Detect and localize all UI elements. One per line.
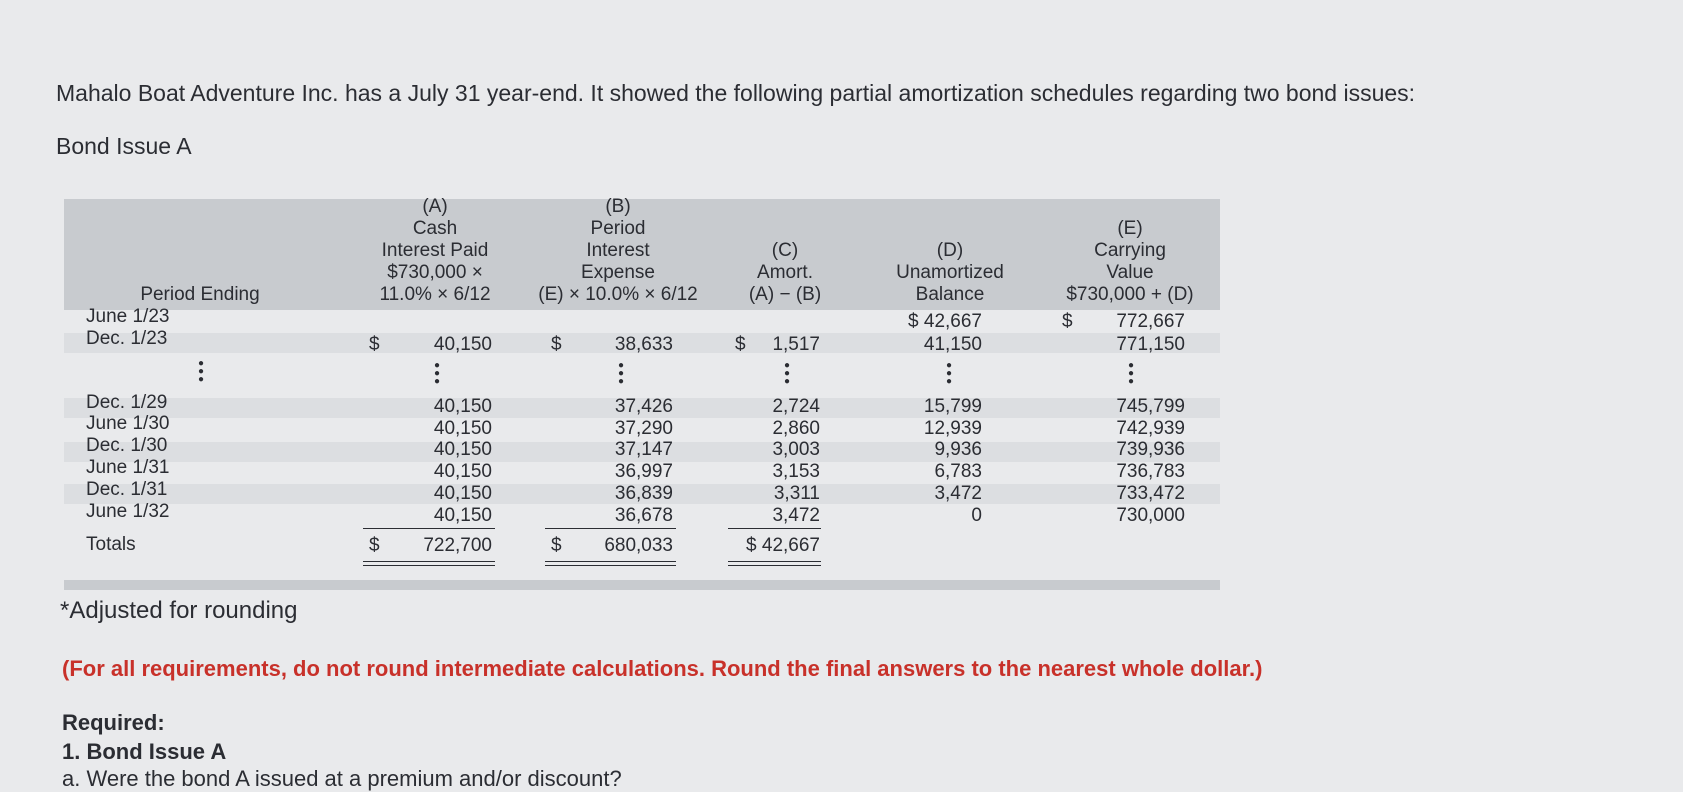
currency-sign: $ [551, 535, 562, 556]
row-carrying-value: 745,799 [1116, 396, 1185, 417]
row-carrying-value: 733,472 [1116, 483, 1185, 504]
row-period: Dec. 1/23 [86, 328, 168, 349]
header-period-ending: Period Ending [140, 284, 260, 305]
row-unamortized-balance: 15,799 [923, 396, 982, 417]
row-period: Dec. 1/29 [86, 392, 168, 413]
row-cash-interest: 40,150 [433, 396, 492, 417]
row-cash-interest: 40,150 [433, 461, 492, 482]
ellipsis-dots: ● ● ● [618, 360, 625, 387]
subtotal-rule [728, 528, 821, 529]
header-unamortized-balance: (D) Unamortized Balance [896, 240, 1004, 305]
row-unamortized-balance: $ 42,667 [908, 311, 982, 332]
row-period: June 1/30 [86, 413, 170, 434]
row-cash-interest: 40,150 [433, 439, 492, 460]
subtotal-rule [545, 528, 676, 529]
row-amortization: 3,153 [772, 461, 820, 482]
row-unamortized-balance: 9,936 [934, 439, 982, 460]
ellipsis-dots: ● ● ● [434, 360, 441, 387]
required-label: Required: [62, 710, 165, 735]
row-cash-interest: 40,150 [433, 418, 492, 439]
row-carrying-value: 742,939 [1116, 418, 1185, 439]
row-amortization: 2,860 [772, 418, 820, 439]
row-period: June 1/31 [86, 457, 170, 478]
header-interest-expense: (B) Period Interest Expense (E) × 10.0% × 6/12 [538, 196, 698, 305]
row-cash-interest: 40,150 [433, 334, 492, 355]
row-unamortized-balance: 0 [971, 505, 982, 526]
total-double-rule [363, 561, 495, 566]
ellipsis-dots: ● ● ● [198, 358, 205, 385]
row-cash-interest: 40,150 [433, 505, 492, 526]
total-amortization: $ 42,667 [746, 535, 820, 556]
row-unamortized-balance: 12,939 [923, 418, 982, 439]
footnote: *Adjusted for rounding [60, 597, 298, 624]
row-carrying-value: 736,783 [1116, 461, 1185, 482]
ellipsis-dots: ● ● ● [784, 360, 791, 387]
row-cash-interest: 40,150 [433, 483, 492, 504]
row-carrying-value: 772,667 [1116, 311, 1185, 332]
row-period: Dec. 1/31 [86, 479, 168, 500]
row-unamortized-balance: 3,472 [934, 483, 982, 504]
requirement-1a: a. Were the bond A issued at a premium and/or discount? [62, 766, 622, 791]
total-double-rule [545, 561, 676, 566]
row-unamortized-balance: 41,150 [923, 334, 982, 355]
currency-sign: $ [369, 334, 380, 355]
row-period: Dec. 1/30 [86, 435, 168, 456]
rounding-instruction: (For all requirements, do not round intermediate calculations. Round the final answers to the nearest whole dollar.) [62, 656, 1263, 681]
row-interest-expense: 37,426 [614, 396, 673, 417]
header-amortization: (C) Amort. (A) − (B) [748, 240, 822, 305]
row-interest-expense: 36,678 [614, 505, 673, 526]
total-cash-interest: 722,700 [423, 535, 492, 556]
row-interest-expense: 37,290 [614, 418, 673, 439]
row-carrying-value: 739,936 [1116, 439, 1185, 460]
row-amortization: 3,003 [772, 439, 820, 460]
header-cash-interest: (A) Cash Interest Paid $730,000 × 11.0% × 6/12 [379, 196, 491, 305]
subtotal-rule [363, 528, 495, 529]
row-period: June 1/23 [86, 306, 170, 327]
totals-label: Totals [86, 534, 136, 555]
row-unamortized-balance: 6,783 [934, 461, 982, 482]
row-period: June 1/32 [86, 501, 170, 522]
row-carrying-value: 771,150 [1116, 334, 1185, 355]
row-interest-expense: 36,839 [614, 483, 673, 504]
row-interest-expense: 36,997 [614, 461, 673, 482]
header-carrying-value: (E) Carrying Value $730,000 + (D) [1066, 218, 1194, 305]
row-interest-expense: 38,633 [614, 334, 673, 355]
total-interest-expense: 680,033 [604, 535, 673, 556]
currency-sign: $ [1062, 311, 1073, 332]
row-amortization: 2,724 [772, 396, 820, 417]
total-double-rule [728, 561, 821, 566]
currency-sign: $ [551, 334, 562, 355]
table-bottom-bar [64, 580, 1220, 590]
intro-text: Mahalo Boat Adventure Inc. has a July 31 year-end. It showed the following partial amortization schedules regarding two bond issues: [56, 80, 1416, 106]
row-carrying-value: 730,000 [1116, 505, 1185, 526]
ellipsis-dots: ● ● ● [946, 360, 953, 387]
row-amortization: 3,472 [772, 505, 820, 526]
currency-sign: $ [369, 535, 380, 556]
section-title: Bond Issue A [56, 133, 192, 159]
row-amortization: 3,311 [773, 483, 820, 504]
row-amortization: 1,517 [772, 334, 820, 355]
currency-sign: $ [735, 334, 746, 355]
row-interest-expense: 37,147 [614, 439, 673, 460]
ellipsis-dots: ● ● ● [1128, 360, 1135, 387]
requirement-1: 1. Bond Issue A [62, 739, 227, 764]
